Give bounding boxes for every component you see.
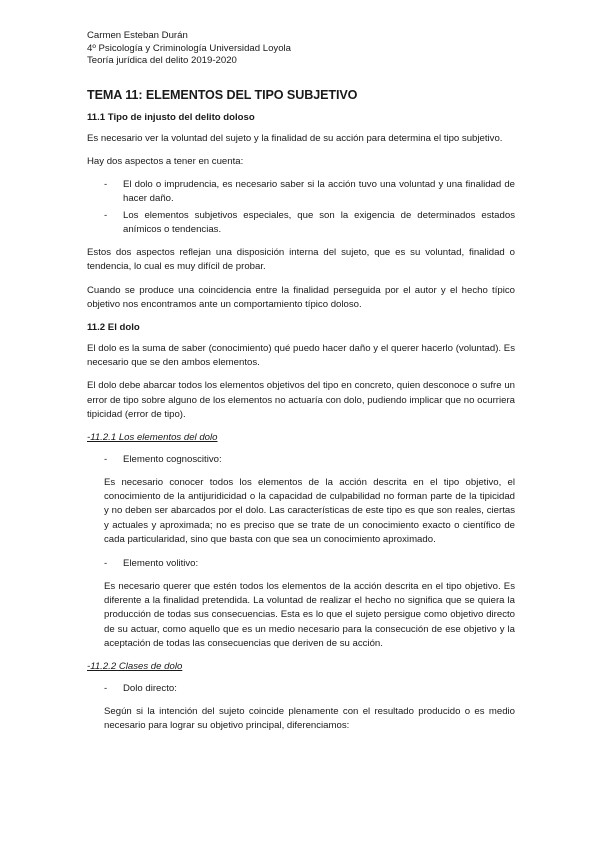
list-item: - El dolo o imprudencia, es necesario saber si la acción tuvo una voluntad y una finalidad de hacer daño. [87, 178, 515, 206]
subsection-heading-11-2-1: -11.2.1 Los elementos del dolo [87, 432, 218, 444]
aspects-list [87, 178, 515, 237]
section-heading-11-2: 11.2 El dolo [87, 322, 140, 333]
volitive-element-label: - Elemento volitivo: [87, 557, 515, 571]
paragraph: Es necesario querer que estén todos los elementos de la acción descrita en el tipo objetivo. Es diferente a la finalidad pretendida. La voluntad de realizar el hecho no significa que se quiera la producción de todas sus consecuencias. Esta es lo que el sujeto persigue como objetivo directo de su actuar, como aquello que es un medio necesario para la consecución de ese objetivo y la aceptación de todas las consecuencias que deriven de su acción. [104, 581, 515, 649]
cognitive-element-label: - Elemento cognoscitivo: [87, 453, 515, 467]
direct-dolo-label: - Dolo directo: [87, 682, 515, 696]
paragraph: El dolo es la suma de saber (conocimiento) qué puedo hacer daño y el querer hacerlo (voluntad). Es necesario que se den ambos elementos. [87, 343, 515, 369]
list-item: - Los elementos subjetivos especiales, que son la exigencia de determinados estados anímicos o tendencias. [87, 209, 515, 237]
paragraph: Hay dos aspectos a tener en cuenta: [87, 155, 244, 167]
header-author: Carmen Esteban Durán [87, 30, 188, 41]
page-title: TEMA 11: ELEMENTOS DEL TIPO SUBJETIVO [87, 87, 358, 102]
paragraph: Es necesario conocer todos los elementos de la acción descrita en el tipo objetivo, el conocimiento de la antijuridicidad o la capacidad de culpabilidad no forman parte de la tipicidad y no deben ser abarcados por el dolo. Las características de este tipo es que son reales, ciertas y actuales y aproximada; no es preciso que se trate de un conocimiento exacto o científico de cada particularidad, sino que basta con que sea un conocimiento aproximado. [104, 477, 515, 545]
paragraph: Es necesario ver la voluntad del sujeto y la finalidad de su acción para determina el tipo subjetivo. [87, 132, 503, 144]
header-subject: Teoría jurídica del delito 2019-2020 [87, 55, 237, 67]
paragraph: Cuando se produce una coincidencia entre la finalidad perseguida por el autor y el hecho típico objetivo nos encontramos ante un comportamiento típico doloso. [87, 284, 515, 310]
paragraph: Según si la intención del sujeto coincide plenamente con el resultado producido o es medio necesario para lograr su objetivo principal, diferenciamos: [104, 706, 515, 732]
paragraph: Estos dos aspectos reflejan una disposición interna del sujeto, que es su voluntad, finalidad o tendencia, lo cual es muy difícil de probar. [87, 247, 515, 273]
section-heading-11-1: 11.1 Tipo de injusto del delito doloso [87, 111, 255, 123]
paragraph: El dolo debe abarcar todos los elementos objetivos del tipo en concreto, quien desconoce o sufre un error de tipo sobre alguno de los elementos no actuaría con dolo, pudiendo implicar que no ocurriera tipicidad (error de tipo). [87, 380, 515, 420]
header-course: 4º Psicología y Criminología Universidad Loyola [87, 42, 292, 54]
subsection-heading-11-2-2: -11.2.2 Clases de dolo [87, 661, 183, 673]
document-page [87, 30, 515, 733]
